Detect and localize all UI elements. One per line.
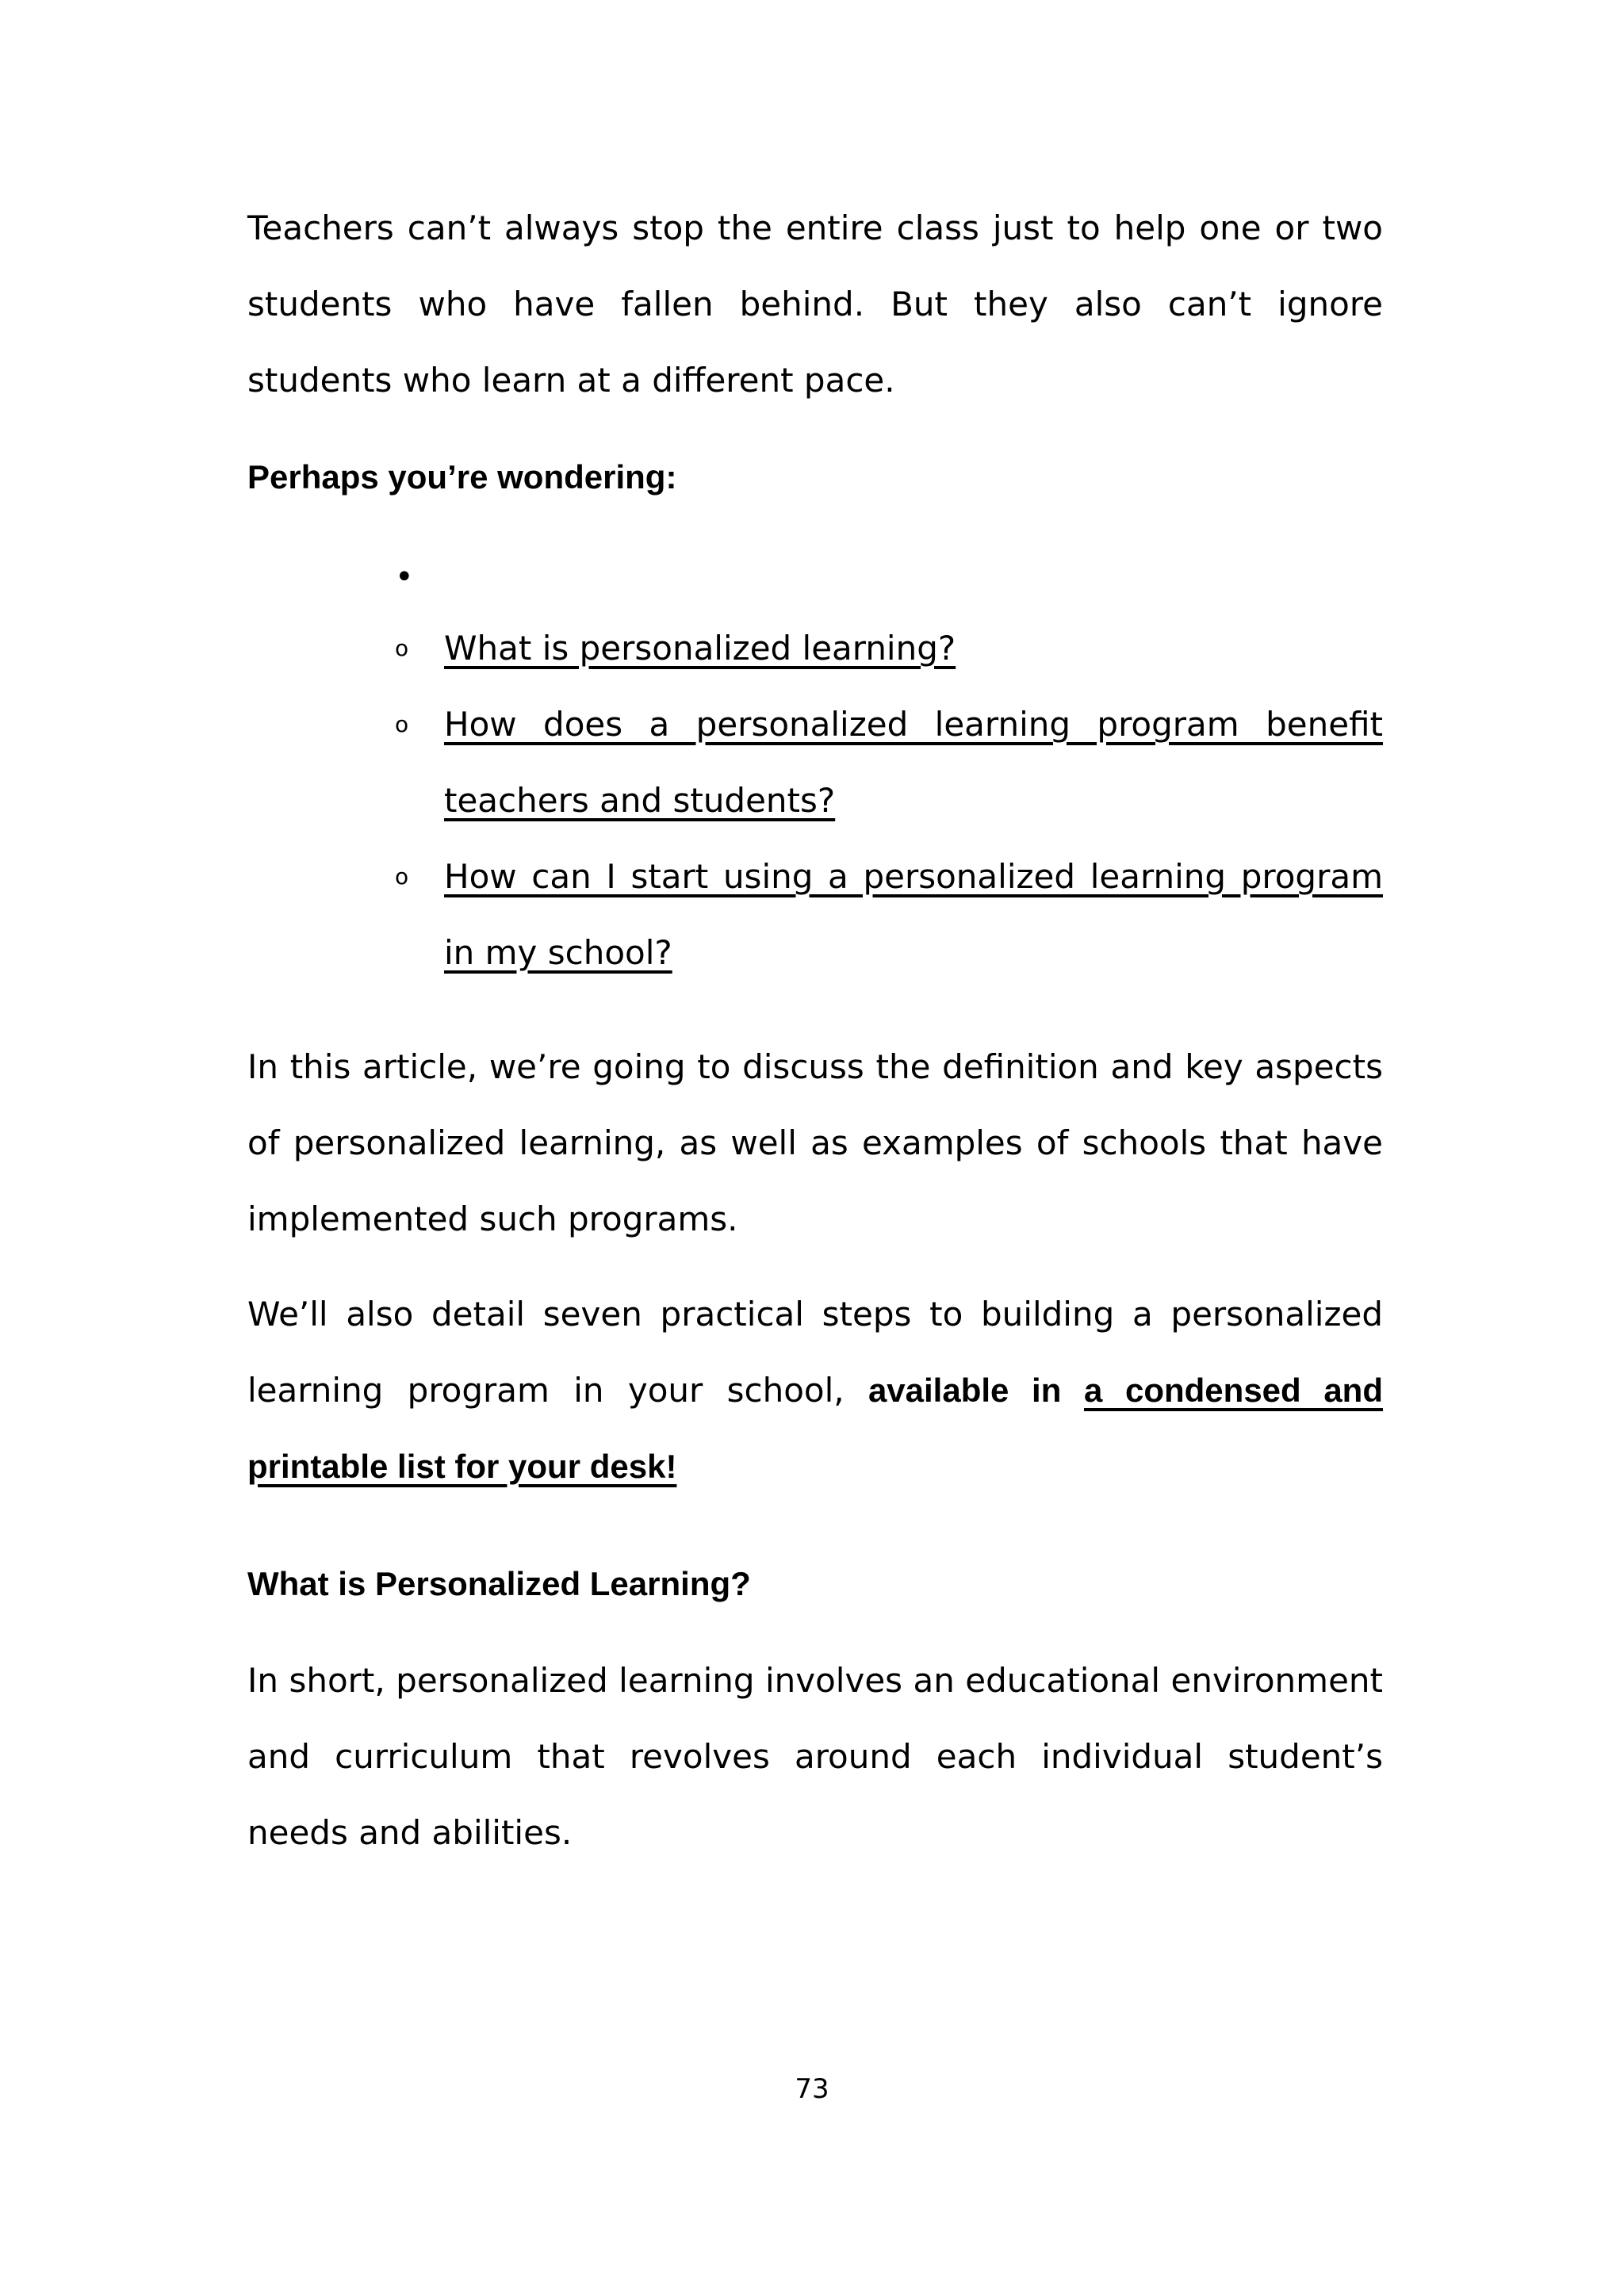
steps-text: We’ll also detail seven practical steps to building a personalized learning program in your school, <box>247 1295 1383 1410</box>
bullet-marker: • <box>395 559 414 595</box>
question-link-start-program[interactable]: How can I start using a personalized learning program in my school? <box>444 857 1383 972</box>
sub-bullet-marker: o <box>395 711 409 737</box>
intro-paragraph: Teachers can’t always stop the entire class just to help one or two students who have fallen behind. But they also can’t ignore students who learn at a different pace. <box>247 209 1383 400</box>
page-number: 73 <box>795 2073 829 2105</box>
article-paragraph: In this article, we’re going to discuss the definition and key aspects of personalized learning, as well as examples of schools that have implemented such programs. <box>247 1047 1383 1238</box>
question-link-personalized-learning[interactable]: What is personalized learning? <box>444 629 956 668</box>
sub-bullet-marker: o <box>395 863 409 890</box>
printable-list-link[interactable]: a condensed and printable list for your desk! <box>247 1372 1383 1485</box>
wondering-heading: Perhaps you’re wondering: <box>247 458 677 496</box>
steps-bold-text: available in <box>868 1372 1084 1409</box>
steps-paragraph <box>247 1276 1383 1505</box>
definition-paragraph: In short, personalized learning involves an educational environment and curriculum that revolves around each individual student’s needs and abilities. <box>247 1661 1383 1852</box>
section-heading: What is Personalized Learning? <box>247 1565 751 1602</box>
question-link-program-benefit[interactable]: How does a personalized learning program benefit teachers and students? <box>444 705 1383 820</box>
sub-bullet-marker: o <box>395 635 409 661</box>
